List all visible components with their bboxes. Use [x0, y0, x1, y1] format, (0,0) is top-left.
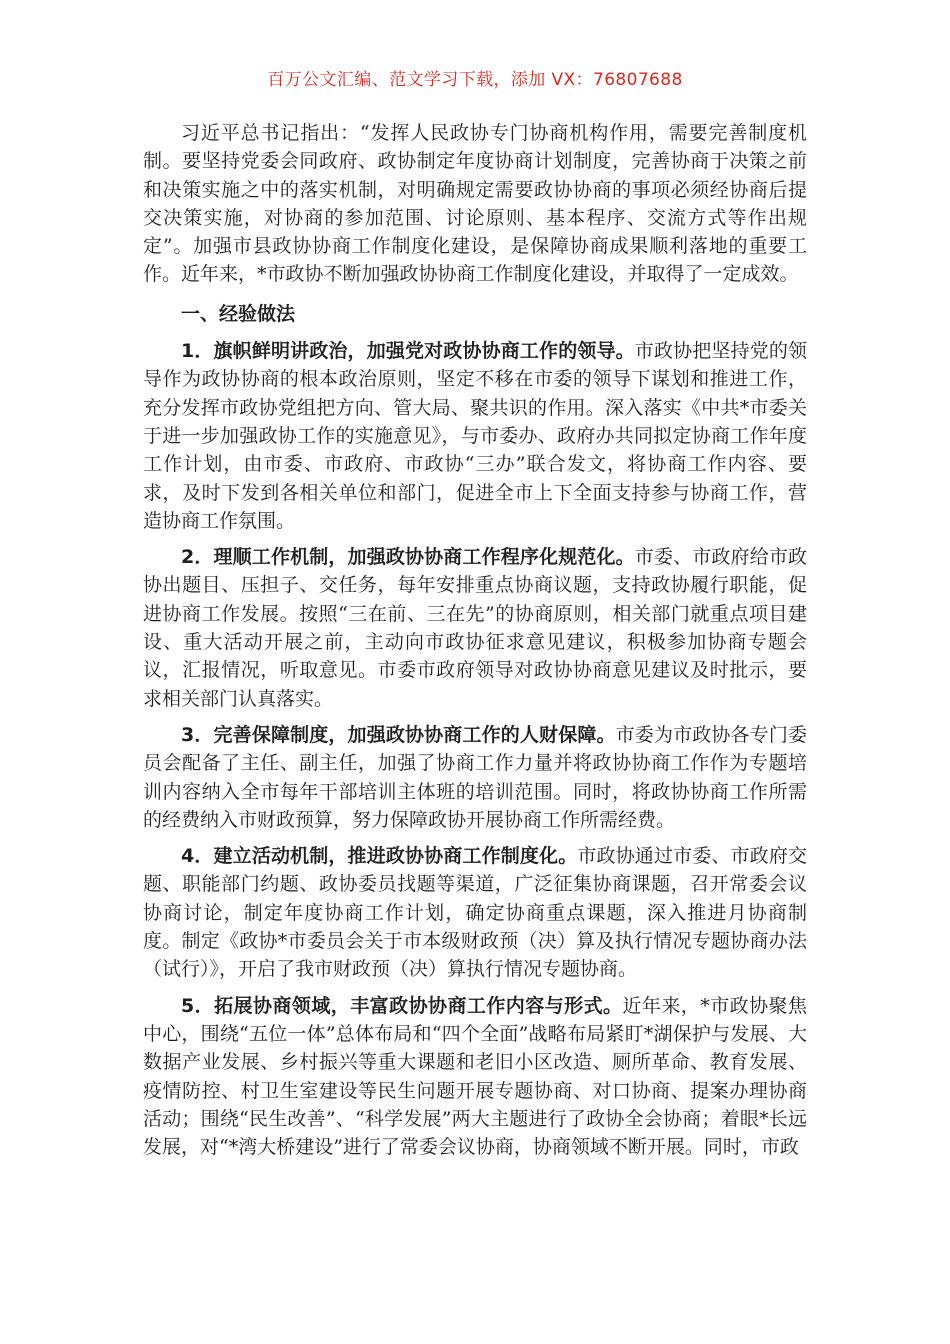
- item-title: 2．理顺工作机制，加强政协协商工作程序化规范化。: [181, 546, 635, 569]
- header-banner: 百万公文汇编、范文学习下载，添加 VX：76807688: [267, 70, 683, 90]
- paragraph-item-1: [143, 337, 807, 535]
- item-body: 市委为市政协各专门委员会配备了主任、副主任，加强了协商工作力量并将政协协商工作作为专题培训内容纳入全市每年干部培训主体班的培训范围。同时，将政协协商工作所需的经费纳入市财政预算，努力保障政协开展协商工作所需经费。: [143, 723, 807, 831]
- paragraph-item-5: [143, 992, 807, 1162]
- section-heading: 一、经验做法: [181, 302, 296, 325]
- item-title: 4．建立活动机制，推进政协协商工作制度化。: [181, 845, 578, 868]
- item-title: 3．完善保障制度，加强政协协商工作的人财保障。: [181, 723, 616, 746]
- item-body: 市政协把坚持党的领导作为政协协商的根本政治原则，坚定不移在市委的领导下谋划和推进工作，充分发挥市政协党组把方向、管大局、聚共识的作用。深入落实《中共*市委关于进一步加强政协工作的实施意见》，与市委办、政府办共同拟定协商工作年度工作计划，由市委、市政府、市政协“三办”联合发文，将协商工作内容、要求，及时下发到各相关单位和部门，促进全市上下全面支持参与协商工作，营造协商工作氛围。: [143, 340, 807, 532]
- item-body: 市委、市政府给市政协出题目、压担子、交任务，每年安排重点协商议题，支持政协履行职能，促进协商工作发展。按照“三在前、三在先”的协商原则，相关部门就重点项目建设、重大活动开展之前，主动向市政协征求意见建议，积极参加协商专题会议，汇报情况，听取意见。市委市政府领导对政协协商意见建议及时批示，要求相关部门认真落实。: [143, 546, 807, 710]
- item-body: 市政协通过市委、市政府交题、职能部门约题、政协委员找题等渠道，广泛征集协商课题，召开常委会议协商讨论，制定年度协商工作计划，确定协商重点课题，深入推进月协商制度。制定《政协*市委员会关于市本级财政预（决）算及执行情况专题协商办法（试行）》，开启了我市财政预（决）算执行情况专题协商。: [143, 845, 807, 981]
- paragraph-item-3: [143, 721, 807, 834]
- paragraph-item-4: [143, 842, 807, 983]
- document-body: [143, 119, 807, 1169]
- item-title: 5．拓展协商领域，丰富政协协商工作内容与形式。: [181, 994, 623, 1017]
- intro-paragraph: 习近平总书记指出：“发挥人民政协专门协商机构作用，需要完善制度机制。要坚持党委会同政府、政协制定年度协商计划制度，完善协商于决策之前和决策实施之中的落实机制，对明确规定需要政协协商的事项必须经协商后提交决策实施，对协商的参加范围、讨论原则、基本程序、交流方式等作出规定”。加强市县政协协商工作制度化建设，是保障协商成果顺利落地的重要工作。近年来，*市政协不断加强政协协商工作制度化建设，并取得了一定成效。: [143, 122, 807, 286]
- item-body: 近年来，*市政协聚焦中心，围绕“五位一体”总体布局和“四个全面”战略布局紧盯*湖保护与发展、大数据产业发展、乡村振兴等重大课题和老旧小区改造、厕所革命、教育发展、疫情防控、村卫生室建设等民生问题开展专题协商、对口协商、提案办理协商活动；围绕“民生改善”、“科学发展”两大主题进行了政协全会协商；着眼*长远发展，对“*湾大桥建设”进行了常委会议协商，协商领域不断开展。同时，市政: [143, 994, 807, 1159]
- paragraph-item-2: [143, 543, 807, 713]
- item-title: 1．旗帜鲜明讲政治，加强党对政协协商工作的领导。: [181, 340, 635, 363]
